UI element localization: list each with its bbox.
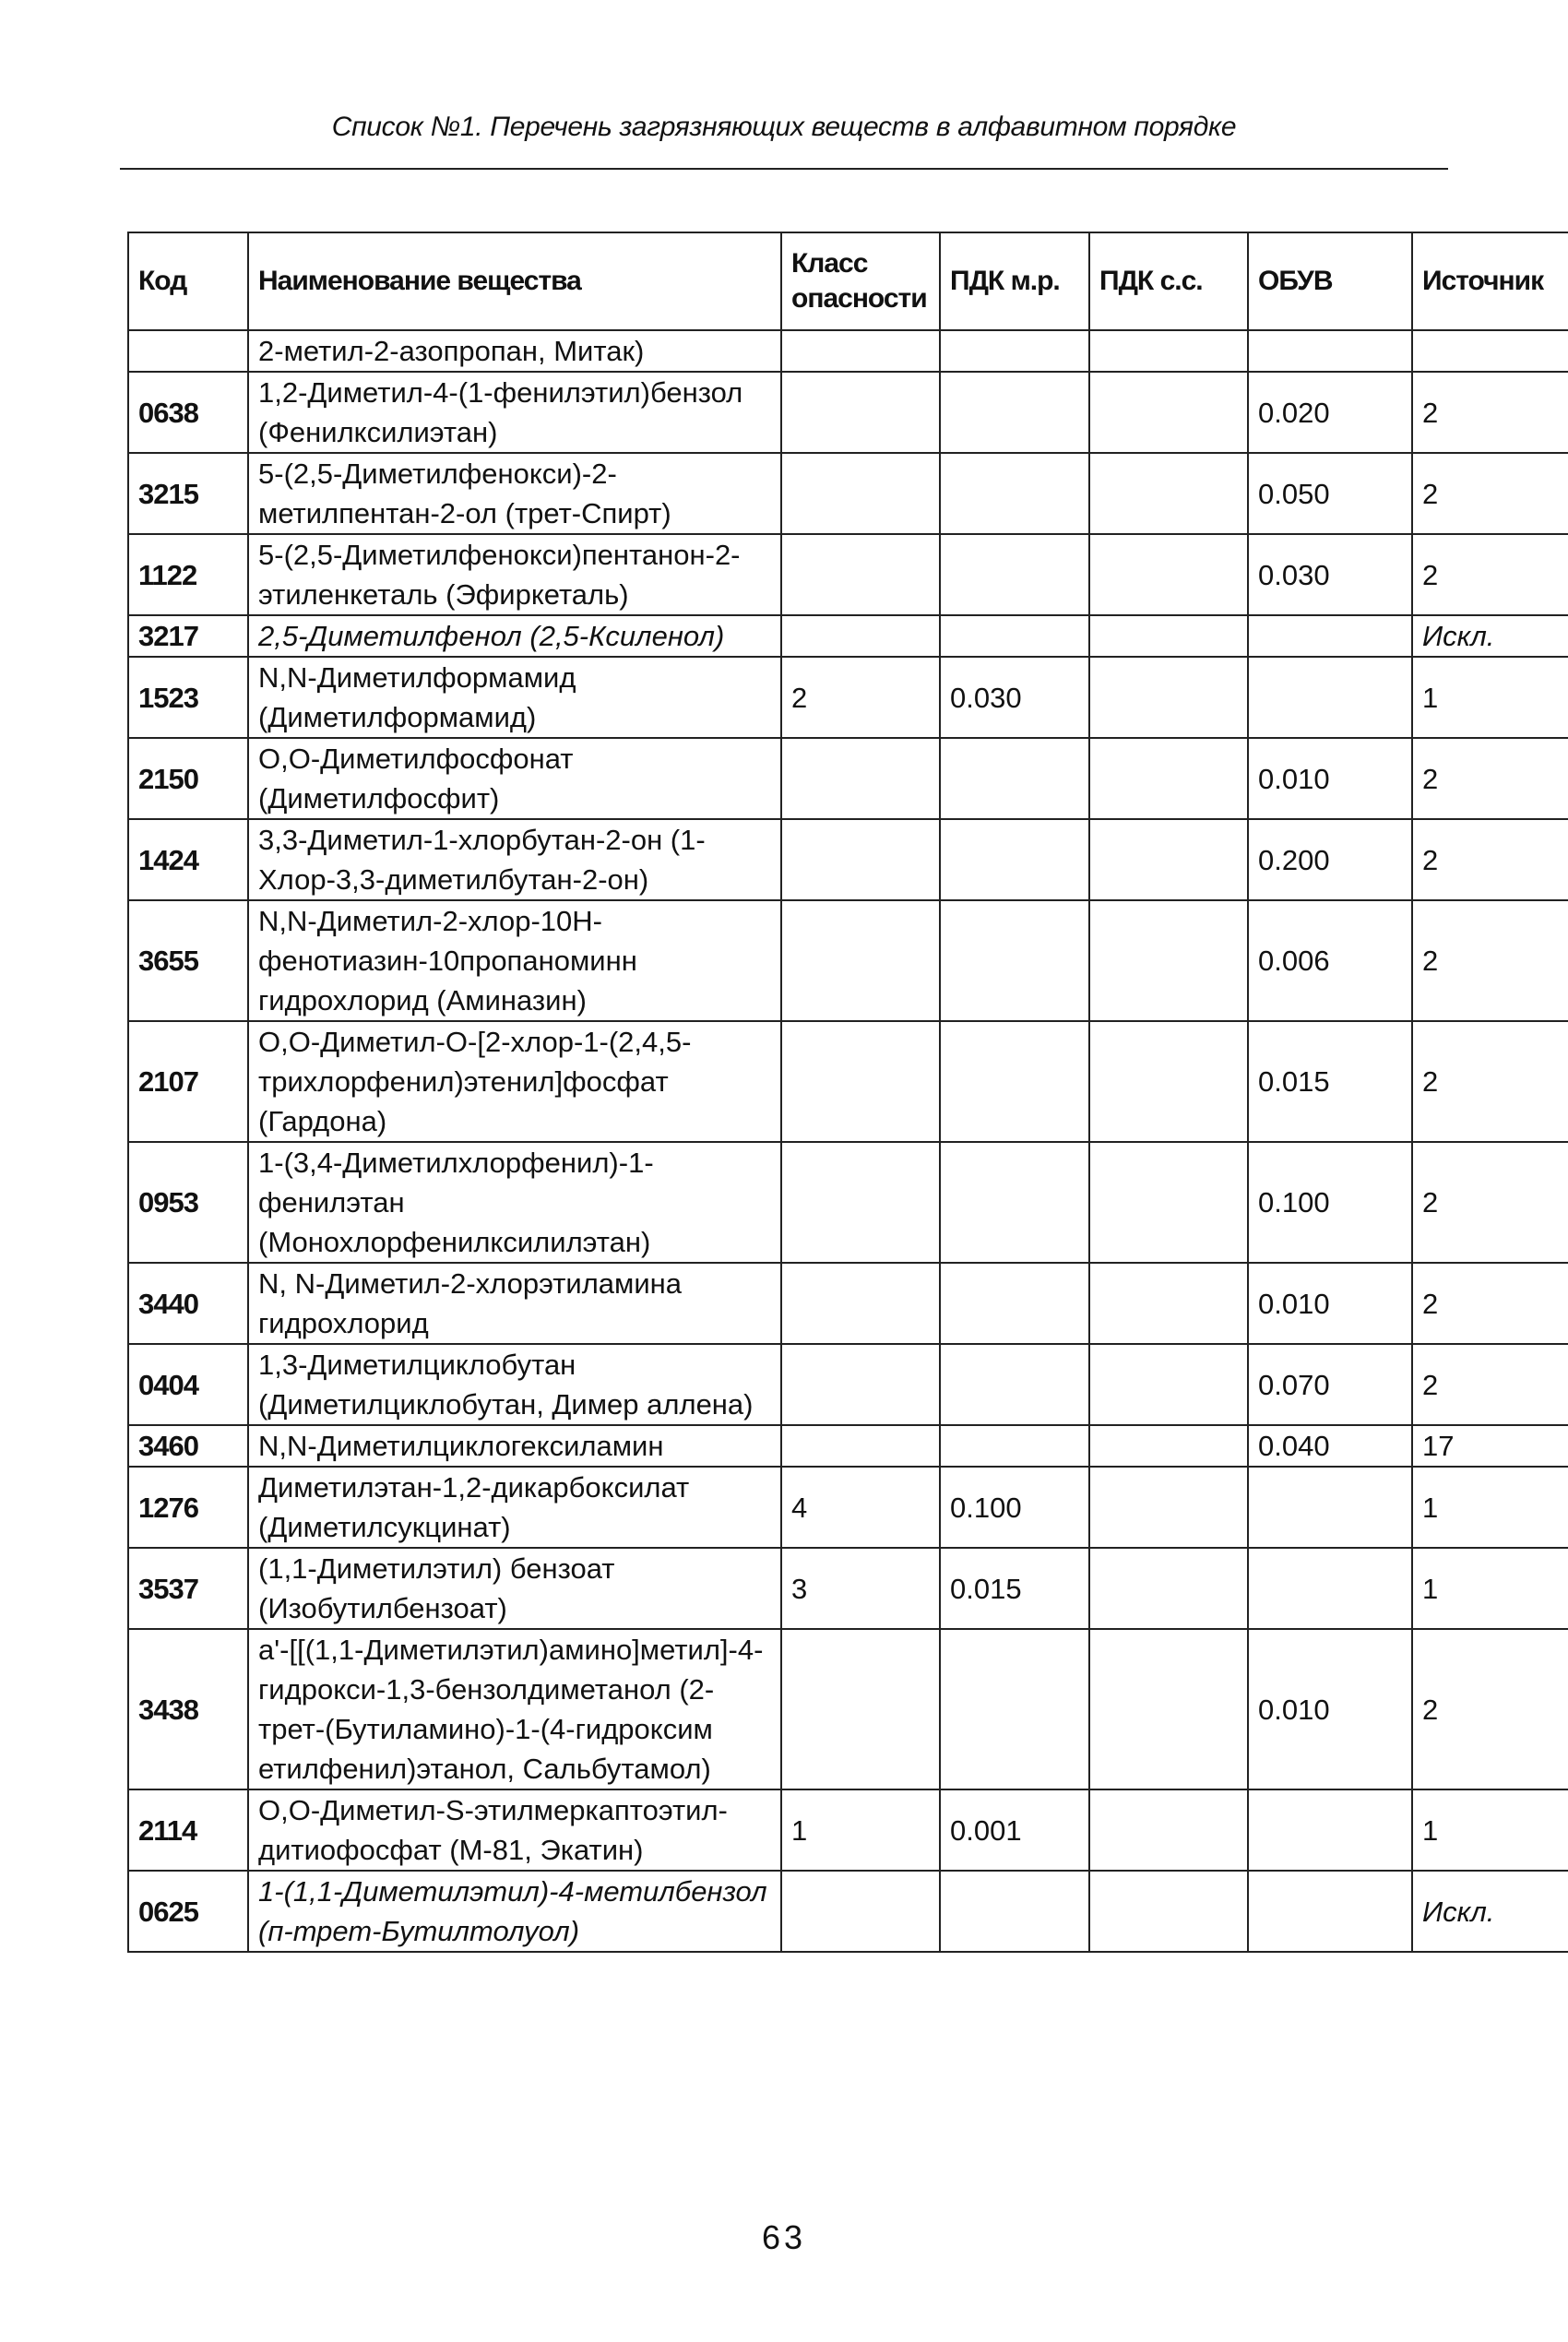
cell-pdk-mr [940, 1263, 1089, 1344]
cell-pdk-mr: 0.030 [940, 657, 1089, 738]
cell-obuv: 0.010 [1248, 1629, 1412, 1789]
cell-pdk-ss [1089, 453, 1248, 534]
table-row [128, 738, 1568, 819]
cell-hazard-class [781, 1629, 940, 1789]
cell-code: 3217 [128, 615, 248, 657]
cell-obuv [1248, 1789, 1412, 1871]
cell-obuv: 0.006 [1248, 900, 1412, 1021]
cell-name: 3,3-Диметил-1-хлорбутан-2-он (1-Хлор-3,3-диметилбутан-2-он) [248, 819, 781, 900]
cell-name: N,N-Диметилциклогексиламин [248, 1425, 781, 1467]
cell-hazard-class: 2 [781, 657, 940, 738]
cell-code: 3460 [128, 1425, 248, 1467]
column-header-pdk-mr: ПДК м.р. [940, 232, 1089, 330]
cell-code: 3655 [128, 900, 248, 1021]
cell-pdk-mr [940, 330, 1089, 372]
cell-name: 5-(2,5-Диметилфенокси)-2-метилпентан-2-ол (трет-Спирт) [248, 453, 781, 534]
cell-source: 2 [1412, 534, 1568, 615]
table-row [128, 657, 1568, 738]
cell-pdk-mr [940, 453, 1089, 534]
cell-source: 1 [1412, 1548, 1568, 1629]
column-header-pdk-ss: ПДК с.с. [1089, 232, 1248, 330]
cell-hazard-class [781, 1021, 940, 1142]
cell-name: O,O-Диметил-S-этилмеркаптоэтил-дитиофосфат (М-81, Экатин) [248, 1789, 781, 1871]
cell-hazard-class [781, 1425, 940, 1467]
cell-code: 0625 [128, 1871, 248, 1952]
cell-obuv: 0.015 [1248, 1021, 1412, 1142]
cell-pdk-mr [940, 900, 1089, 1021]
table-row [128, 372, 1568, 453]
cell-obuv: 0.040 [1248, 1425, 1412, 1467]
cell-pdk-ss [1089, 819, 1248, 900]
cell-pdk-ss [1089, 1425, 1248, 1467]
cell-obuv: 0.100 [1248, 1142, 1412, 1263]
cell-name: (1,1-Диметилэтил) бензоат (Изобутилбензоат) [248, 1548, 781, 1629]
cell-source: 2 [1412, 1021, 1568, 1142]
cell-obuv: 0.010 [1248, 738, 1412, 819]
cell-source: 17 [1412, 1425, 1568, 1467]
cell-source [1412, 330, 1568, 372]
cell-source: 2 [1412, 372, 1568, 453]
cell-code: 1424 [128, 819, 248, 900]
cell-name: N,N-Диметил-2-хлор-10Н-фенотиазин-10пропаноминн гидрохлорид (Аминазин) [248, 900, 781, 1021]
cell-obuv [1248, 1871, 1412, 1952]
table-row [128, 1789, 1568, 1871]
column-header-code: Код [128, 232, 248, 330]
cell-pdk-mr [940, 1871, 1089, 1952]
cell-hazard-class [781, 330, 940, 372]
cell-obuv [1248, 657, 1412, 738]
cell-obuv [1248, 330, 1412, 372]
cell-name: N,N-Диметилформамид (Диметилформамид) [248, 657, 781, 738]
cell-obuv: 0.070 [1248, 1344, 1412, 1425]
cell-name: Диметилэтан-1,2-дикарбоксилат (Диметилсукцинат) [248, 1467, 781, 1548]
cell-name: 2,5-Диметилфенол (2,5-Ксиленол) [248, 615, 781, 657]
cell-source: 2 [1412, 1263, 1568, 1344]
page-header: Список №1. Перечень загрязняющих веществ в алфавитном порядке [331, 112, 1237, 142]
cell-pdk-mr [940, 1425, 1089, 1467]
cell-code: 3537 [128, 1548, 248, 1629]
cell-pdk-ss [1089, 1629, 1248, 1789]
cell-name: a'-[[(1,1-Диметилэтил)амино]метил]-4-гидрокси-1,3-бензолдиметанол (2-трет-(Бутиламино)-1-(4-гидроксим етилфенил)этанол, Сальбутамол) [248, 1629, 781, 1789]
cell-source: 1 [1412, 1467, 1568, 1548]
cell-name: N, N-Диметил-2-хлорэтиламина гидрохлорид [248, 1263, 781, 1344]
cell-code: 3215 [128, 453, 248, 534]
cell-obuv [1248, 1467, 1412, 1548]
cell-pdk-ss [1089, 1871, 1248, 1952]
table-row [128, 615, 1568, 657]
cell-pdk-ss [1089, 1021, 1248, 1142]
cell-name: 1-(3,4-Диметилхлорфенил)-1-фенилэтан (Монохлорфенилксилилэтан) [248, 1142, 781, 1263]
cell-pdk-mr [940, 1142, 1089, 1263]
cell-code: 0953 [128, 1142, 248, 1263]
table-row [128, 1142, 1568, 1263]
cell-pdk-ss [1089, 534, 1248, 615]
cell-hazard-class [781, 738, 940, 819]
cell-code: 2150 [128, 738, 248, 819]
cell-source: 2 [1412, 453, 1568, 534]
cell-pdk-mr [940, 1021, 1089, 1142]
cell-pdk-ss [1089, 372, 1248, 453]
cell-pdk-ss [1089, 330, 1248, 372]
table-row [128, 900, 1568, 1021]
cell-code: 0638 [128, 372, 248, 453]
table-row [128, 330, 1568, 372]
cell-source: Искл. [1412, 615, 1568, 657]
cell-source: 2 [1412, 1629, 1568, 1789]
cell-name: O,O-Диметилфосфонат (Диметилфосфит) [248, 738, 781, 819]
cell-code: 2107 [128, 1021, 248, 1142]
cell-hazard-class [781, 1871, 940, 1952]
cell-source: 2 [1412, 819, 1568, 900]
cell-hazard-class: 4 [781, 1467, 940, 1548]
cell-code: 1122 [128, 534, 248, 615]
cell-hazard-class [781, 1263, 940, 1344]
cell-pdk-mr [940, 615, 1089, 657]
header-divider [120, 168, 1448, 170]
column-header-hazard-class: Класс опасности [781, 232, 940, 330]
cell-obuv: 0.050 [1248, 453, 1412, 534]
cell-hazard-class [781, 453, 940, 534]
cell-obuv [1248, 615, 1412, 657]
cell-source: 1 [1412, 1789, 1568, 1871]
cell-pdk-ss [1089, 1548, 1248, 1629]
cell-pdk-ss [1089, 1142, 1248, 1263]
table-body [128, 330, 1568, 1952]
cell-code: 3440 [128, 1263, 248, 1344]
cell-hazard-class [781, 615, 940, 657]
table-row [128, 1871, 1568, 1952]
cell-source: Искл. [1412, 1871, 1568, 1952]
table-row [128, 1263, 1568, 1344]
cell-pdk-ss [1089, 1789, 1248, 1871]
cell-hazard-class [781, 372, 940, 453]
cell-pdk-ss [1089, 615, 1248, 657]
cell-pdk-mr [940, 1629, 1089, 1789]
cell-name: 1,3-Диметилциклобутан (Диметилциклобутан, Димер аллена) [248, 1344, 781, 1425]
cell-code: 0404 [128, 1344, 248, 1425]
table-row [128, 534, 1568, 615]
cell-source: 1 [1412, 657, 1568, 738]
cell-obuv [1248, 1548, 1412, 1629]
cell-name: 1-(1,1-Диметилэтил)-4-метилбензол (п-трет-Бутилтолуол) [248, 1871, 781, 1952]
cell-hazard-class [781, 819, 940, 900]
cell-name: 2-метил-2-азопропан, Митак) [248, 330, 781, 372]
cell-hazard-class [781, 1142, 940, 1263]
table-row [128, 453, 1568, 534]
table-row [128, 1344, 1568, 1425]
cell-pdk-mr [940, 1344, 1089, 1425]
cell-pdk-mr [940, 534, 1089, 615]
cell-pdk-mr [940, 819, 1089, 900]
table-row [128, 1425, 1568, 1467]
cell-code: 3438 [128, 1629, 248, 1789]
cell-obuv: 0.030 [1248, 534, 1412, 615]
cell-hazard-class [781, 900, 940, 1021]
table-row [128, 1467, 1568, 1548]
cell-pdk-ss [1089, 1344, 1248, 1425]
cell-name: 1,2-Диметил-4-(1-фенилэтил)бензол (Фенилксилиэтан) [248, 372, 781, 453]
table-row [128, 819, 1568, 900]
cell-hazard-class [781, 534, 940, 615]
cell-source: 2 [1412, 1344, 1568, 1425]
cell-pdk-mr [940, 372, 1089, 453]
cell-pdk-ss [1089, 738, 1248, 819]
cell-obuv: 0.010 [1248, 1263, 1412, 1344]
cell-name: 5-(2,5-Диметилфенокси)пентанон-2-этиленкеталь (Эфиркеталь) [248, 534, 781, 615]
cell-pdk-ss [1089, 1467, 1248, 1548]
cell-obuv: 0.020 [1248, 372, 1412, 453]
cell-hazard-class: 1 [781, 1789, 940, 1871]
cell-code: 2114 [128, 1789, 248, 1871]
cell-code: 1523 [128, 657, 248, 738]
cell-pdk-mr [940, 738, 1089, 819]
table-row [128, 1021, 1568, 1142]
cell-pdk-ss [1089, 1263, 1248, 1344]
cell-hazard-class: 3 [781, 1548, 940, 1629]
column-header-name: Наименование вещества [248, 232, 781, 330]
cell-source: 2 [1412, 1142, 1568, 1263]
table-row [128, 1629, 1568, 1789]
cell-name: O,O-Диметил-O-[2-хлор-1-(2,4,5-трихлорфенил)этенил]фосфат (Гардона) [248, 1021, 781, 1142]
cell-hazard-class [781, 1344, 940, 1425]
table-header-row [128, 232, 1568, 330]
cell-pdk-mr: 0.001 [940, 1789, 1089, 1871]
cell-pdk-ss [1089, 900, 1248, 1021]
cell-pdk-ss [1089, 657, 1248, 738]
column-header-source: Источник [1412, 232, 1568, 330]
cell-pdk-mr: 0.015 [940, 1548, 1089, 1629]
cell-pdk-mr: 0.100 [940, 1467, 1089, 1548]
pollutants-table [127, 232, 1568, 1953]
table-row [128, 1548, 1568, 1629]
cell-obuv: 0.200 [1248, 819, 1412, 900]
cell-source: 2 [1412, 900, 1568, 1021]
cell-source: 2 [1412, 738, 1568, 819]
page-number: 63 [761, 2218, 807, 2256]
column-header-obuv: ОБУВ [1248, 232, 1412, 330]
cell-code: 1276 [128, 1467, 248, 1548]
cell-code [128, 330, 248, 372]
